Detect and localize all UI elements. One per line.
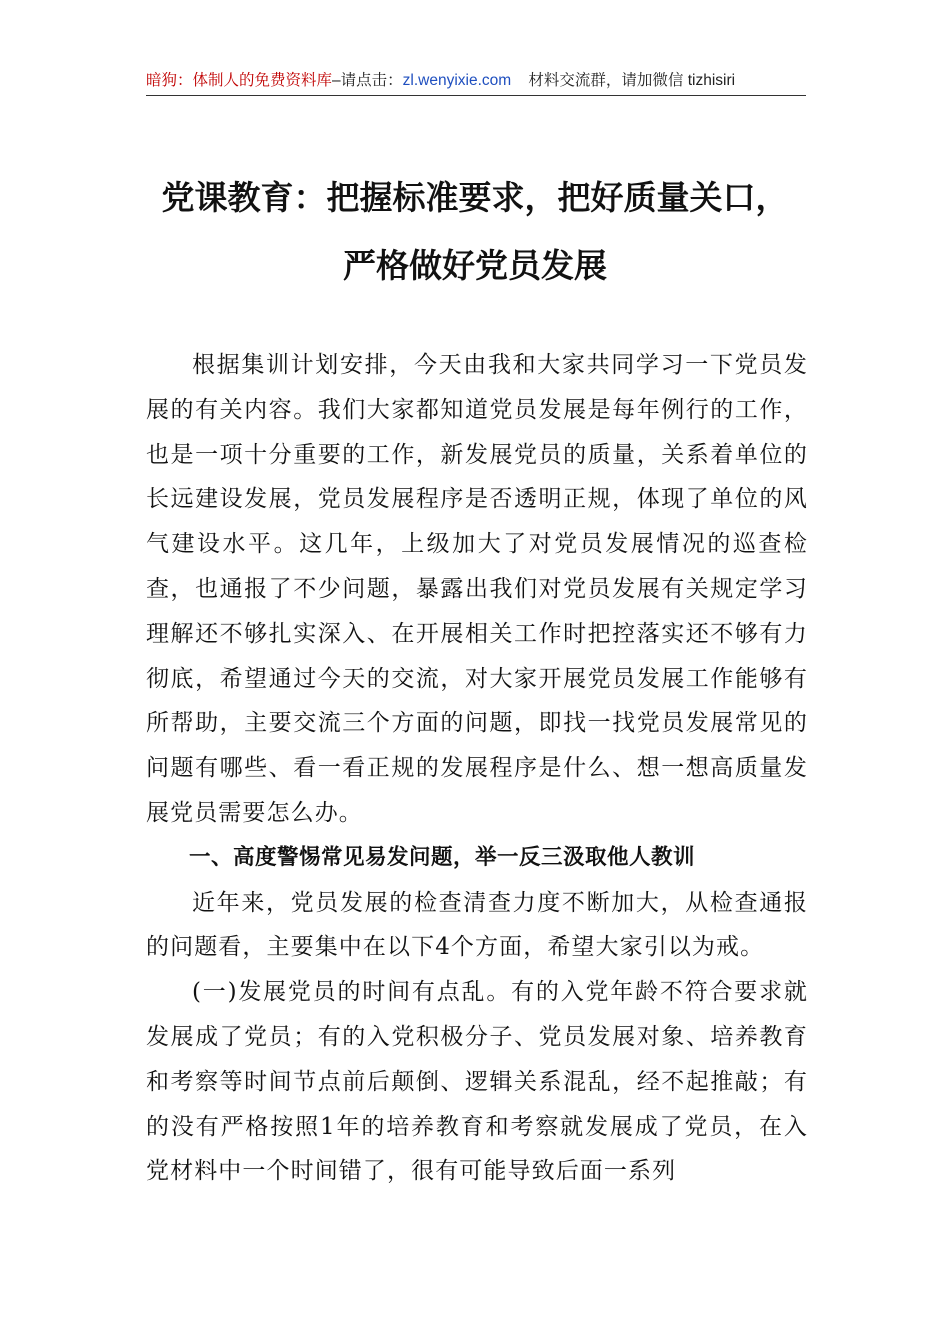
document-title-line1: 党课教育：把握标准要求，把好质量关口， (161, 178, 789, 217)
header-prompt: –请点击： (332, 72, 403, 89)
header-site-label: 暗狗：体制人的免费资料库 (146, 72, 333, 89)
paragraph-point-1: (一)发展党员的时间有点乱。有的入党年龄不符合要求就发展成了党员；有的入党积极分子、党员发展对象、培养教育和考察等时间节点前后颠倒、逻辑关系混乱，经不起推敲；有的没有严格按照1年的培养教育和考察就发展成了党员，在入党材料中一个时间错了，很有可能导致后面一系列 (146, 979, 808, 1185)
document-title-line2: 严格做好党员发展 (343, 246, 607, 285)
document-body (146, 343, 808, 1194)
paragraph-intro: 根据集训计划安排，今天由我和大家共同学习一下党员发展的有关内容。我们大家都知道党员发展是每年例行的工作，也是一项十分重要的工作，新发展党员的质量，关系着单位的长远建设发展，党员发展程序是否透明正规，体现了单位的风气建设水平。这几年，上级加大了对党员发展情况的巡查检查，也通报了不少问题，暴露出我们对党员发展有关规定学习理解还不够扎实深入、在开展相关工作时把控落实还不够有力彻底，希望通过今天的交流，对大家开展党员发展工作能够有所帮助，主要交流三个方面的问题，即找一找党员发展常见的问题有哪些、看一看正规的发展程序是什么、想一想高质量发展党员需要怎么办。 (146, 352, 808, 826)
header-divider (146, 95, 806, 96)
header-contact: 材料交流群，请加微信 tizhisiri (528, 72, 736, 89)
paragraph-section1-intro: 近年来，党员发展的检查清查力度不断加大，从检查通报的问题看，主要集中在以下4个方面，希望大家引以为戒。 (146, 889, 808, 961)
header-url-link[interactable]: zl.wenyixie.com (402, 72, 512, 89)
page-header (146, 70, 806, 94)
section-heading-1: 一、高度警惕常见易发问题，举一反三汲取他人教训 (189, 844, 696, 870)
